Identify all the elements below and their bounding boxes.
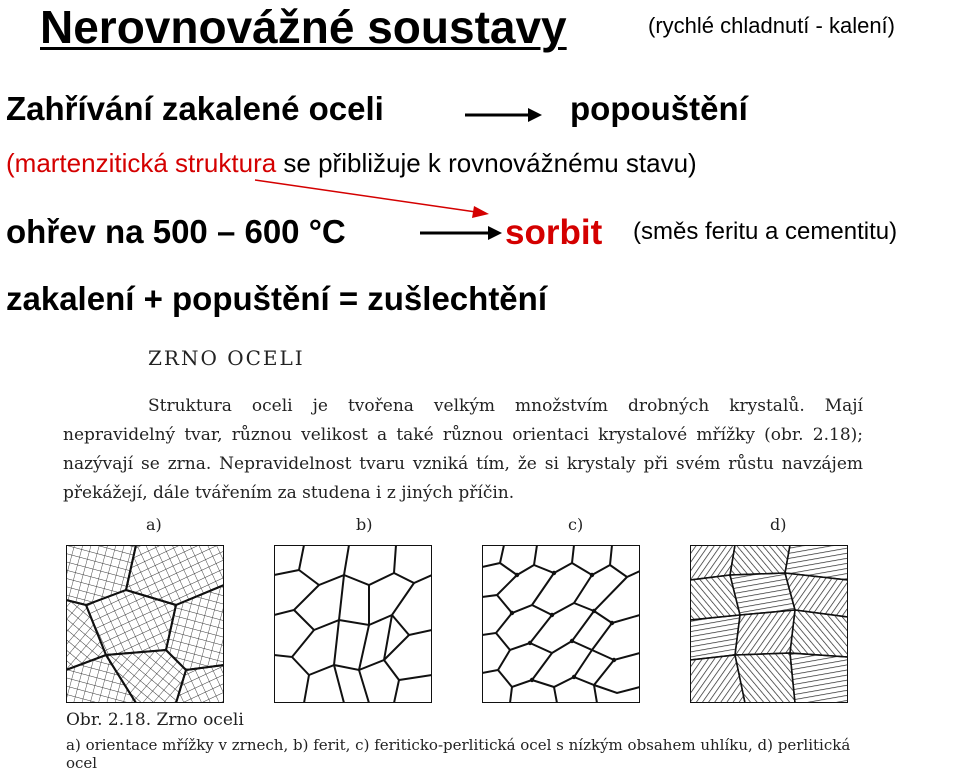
panel-label-b: b): [356, 515, 373, 534]
heating-range-text: ohřev na 500 – 600 °C: [6, 213, 346, 250]
red-pointer-arrow-icon: [255, 180, 489, 218]
scan-paragraph: Struktura oceli je tvořena velkým množstvím drobných krystalů. Mají nepravidelný tvar, různou velikost a také různou orientaci krystalové mřížky (obr. 2.18); nazývají se zrna. Nepravidelnost tvaru vzniká tím, že si krystaly při svém růstu navzájem překážejí, dále tvářením za studena i z jiných příčin.: [63, 396, 863, 503]
slide-title: Nerovnovážné soustavy: [40, 1, 567, 53]
arrow-right-icon: [465, 108, 542, 122]
panel-label-c: c): [568, 515, 584, 534]
micrograph-pearlite: [690, 545, 848, 703]
figure-caption-title: Obr. 2.18. Zrno oceli: [66, 710, 244, 730]
martensite-structure-text: (martenzitická struktura: [6, 148, 277, 178]
micrograph-ferrite: [274, 545, 432, 703]
heating-quenched-steel-text: Zahřívání zakalené oceli: [6, 90, 384, 127]
panel-label-d: d): [770, 515, 787, 534]
scan-heading: ZRNO OCELI: [148, 346, 305, 370]
slide-subtitle: (rychlé chladnutí - kalení): [648, 13, 895, 38]
textbook-scan: [58, 340, 868, 770]
micrograph-ferrite-pearlite: [482, 545, 640, 703]
equilibrium-text: se přibližuje k rovnovážnému stavu): [276, 148, 697, 178]
figure-caption-text: a) orientace mřížky v zrnech, b) ferit, c) feriticko-perlitická ocel s nízkým obsahem uhlíku, d) perlitická ocel: [66, 736, 851, 772]
sorbit-text: sorbit: [505, 213, 603, 252]
micrograph-lattice-orientation: [66, 545, 224, 703]
toughening-equation: zakalení + popuštění = zušlechtění: [6, 280, 547, 317]
sorbit-note: (směs feritu a cementitu): [633, 218, 898, 245]
arrow-right-icon: [420, 226, 502, 240]
tempering-text: popouštění: [570, 90, 748, 127]
panel-label-a: a): [146, 515, 162, 534]
